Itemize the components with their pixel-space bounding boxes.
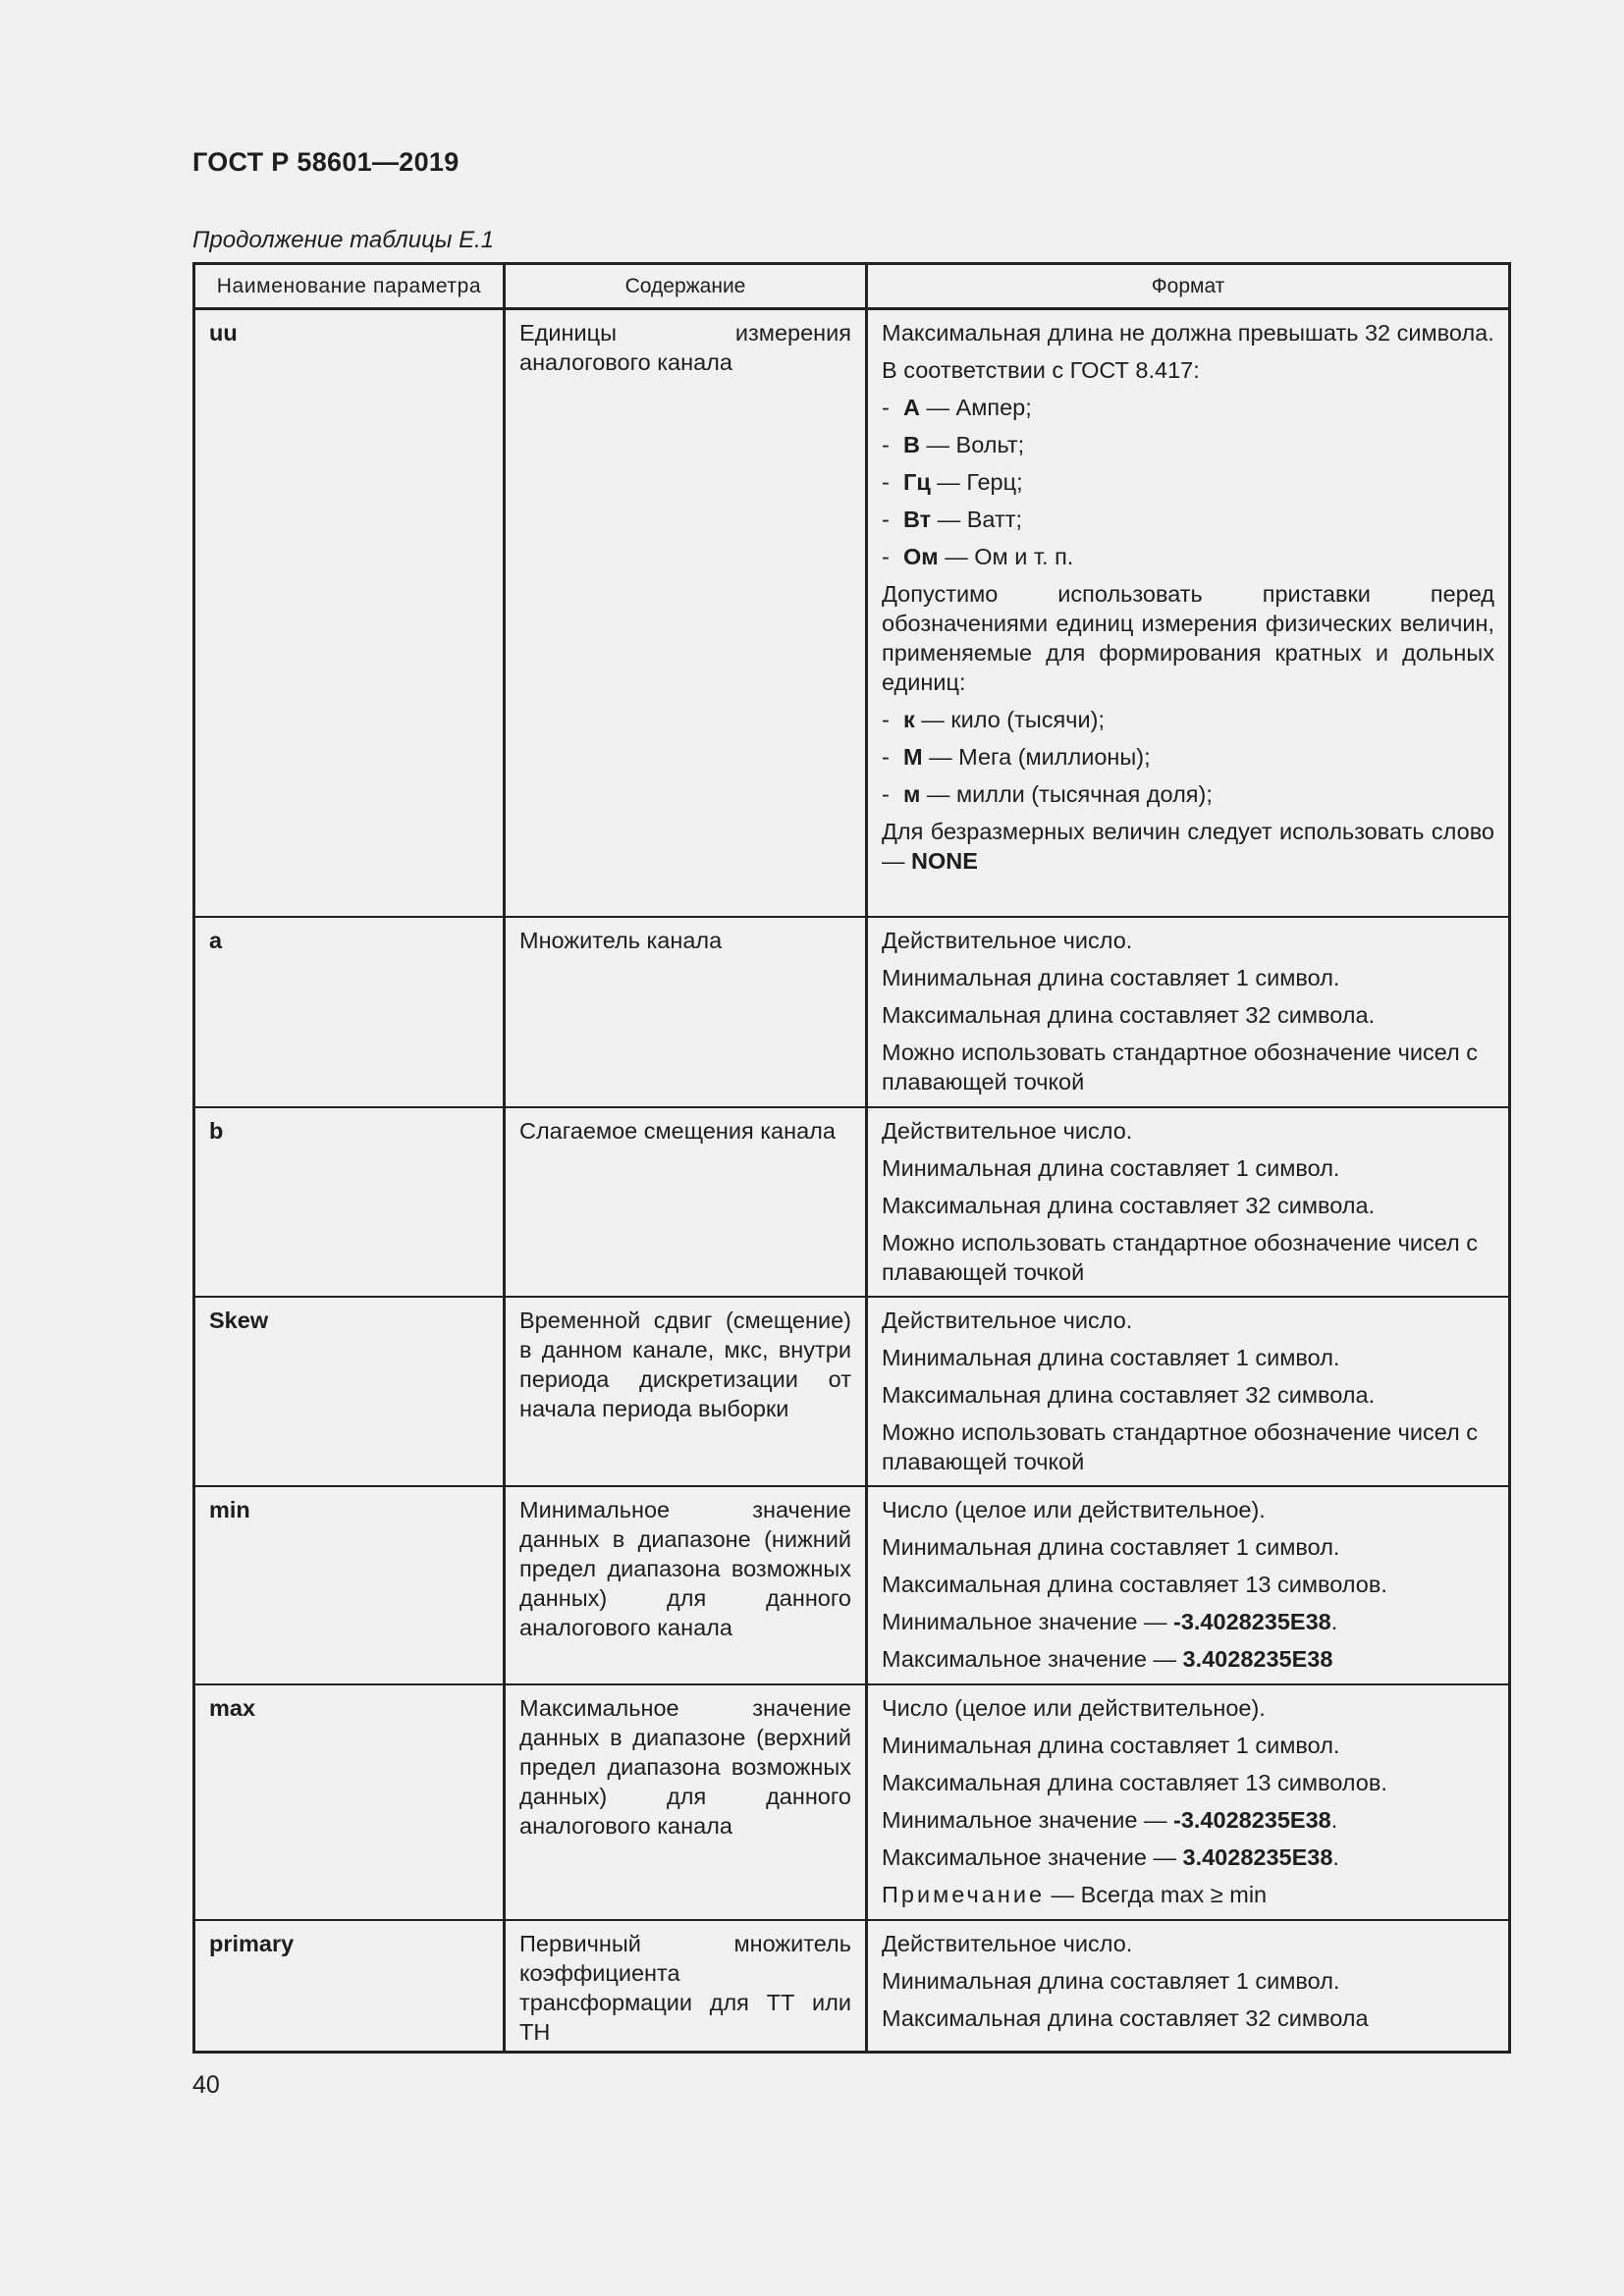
unit-list-item: - В — Вольт; bbox=[882, 432, 1025, 457]
format-line: Минимальная длина составляет 1 символ. bbox=[882, 964, 1340, 990]
unit-text: — Ом и т. п. bbox=[938, 544, 1074, 569]
format-line bbox=[882, 1805, 1494, 1835]
format-line: Максимальная длина составляет 32 символа bbox=[882, 2004, 1369, 2031]
format-line: Число (целое или действительное). bbox=[882, 1694, 1266, 1721]
column-header-content: Содержание bbox=[505, 264, 867, 309]
table-row bbox=[194, 1297, 1510, 1486]
max-value-label: Максимальное значение — bbox=[882, 1843, 1183, 1870]
table-row bbox=[194, 1486, 1510, 1684]
format-line: Максимальная длина не должна превышать 32 символа. bbox=[882, 320, 1494, 346]
prefix-text: — Мега (миллионы); bbox=[922, 744, 1151, 770]
format-line bbox=[882, 1607, 1494, 1636]
prefix-list-item: - м — милли (тысячная доля); bbox=[882, 781, 1213, 807]
param-description: Слагаемое смещения канала bbox=[505, 1107, 867, 1297]
unit-symbol: Ом bbox=[903, 544, 939, 569]
parameters-table bbox=[192, 262, 1511, 2054]
format-line: Максимальная длина составляет 32 символа. bbox=[882, 1001, 1376, 1028]
param-format bbox=[867, 1684, 1510, 1920]
table-row bbox=[194, 1107, 1510, 1297]
min-value-label: Минимальное значение — bbox=[882, 1608, 1173, 1634]
format-keyword: NONE bbox=[911, 848, 978, 874]
table-row bbox=[194, 1920, 1510, 2053]
prefix-symbol: М bbox=[903, 744, 923, 770]
format-line: Максимальная длина составляет 32 символа. bbox=[882, 1381, 1376, 1408]
unit-text: — Герц; bbox=[930, 469, 1023, 495]
format-line: Действительное число. bbox=[882, 1117, 1133, 1144]
prefix-list-item: - М — Мега (миллионы); bbox=[882, 744, 1151, 770]
prefix-symbol: к bbox=[903, 707, 915, 732]
param-name: Skew bbox=[194, 1297, 505, 1486]
param-format bbox=[867, 1920, 1510, 2053]
format-text: Для безразмерных величин следует использовать слово — bbox=[882, 819, 1494, 874]
format-line: Можно использовать стандартное обозначение чисел с плавающей точкой bbox=[882, 1039, 1479, 1095]
table-header-row bbox=[194, 264, 1510, 309]
min-value: -3.4028235E38 bbox=[1173, 1608, 1331, 1634]
prefix-list-item: - к — кило (тысячи); bbox=[882, 707, 1105, 732]
format-line: Минимальная длина составляет 1 символ. bbox=[882, 1154, 1340, 1181]
format-line bbox=[882, 1644, 1494, 1674]
format-line: Максимальная длина составляет 13 символов. bbox=[882, 1769, 1387, 1795]
unit-list-item: - А — Ампер; bbox=[882, 395, 1032, 420]
param-format bbox=[867, 309, 1510, 917]
format-line bbox=[882, 817, 1494, 876]
unit-list-item: - Ом — Ом и т. п. bbox=[882, 544, 1074, 569]
standard-title: ГОСТ Р 58601—2019 bbox=[192, 147, 460, 177]
format-line bbox=[882, 1842, 1494, 1872]
format-line: В соответствии с ГОСТ 8.417: bbox=[882, 357, 1200, 383]
note-line bbox=[882, 1880, 1494, 1909]
unit-text: — Вольт; bbox=[919, 432, 1025, 457]
format-line: Действительное число. bbox=[882, 1307, 1133, 1333]
format-line: Можно использовать стандартное обозначение чисел с плавающей точкой bbox=[882, 1229, 1479, 1285]
param-name: uu bbox=[194, 309, 505, 917]
param-format bbox=[867, 917, 1510, 1107]
format-line: Максимальная длина составляет 13 символов. bbox=[882, 1571, 1387, 1597]
unit-text: — Ампер; bbox=[919, 395, 1032, 420]
min-value-label: Минимальное значение — bbox=[882, 1806, 1173, 1833]
prefix-symbol: м bbox=[903, 781, 921, 807]
max-value: 3.4028235E38 bbox=[1182, 1645, 1333, 1672]
format-line: Число (целое или действительное). bbox=[882, 1496, 1266, 1522]
param-description: Временной сдвиг (смещение) в данном канале, мкс, внутри периода дискретизации от начала периода выборки bbox=[505, 1297, 867, 1486]
format-line: Можно использовать стандартное обозначение чисел с плавающей точкой bbox=[882, 1418, 1479, 1474]
unit-text: — Ватт; bbox=[931, 507, 1023, 532]
max-value-label: Максимальное значение — bbox=[882, 1645, 1183, 1672]
param-description: Максимальное значение данных в диапазоне (верхний предел диапазона возможных данных) для данного аналогового канала bbox=[505, 1684, 867, 1920]
max-value: 3.4028235E38 bbox=[1182, 1843, 1333, 1870]
unit-symbol: А bbox=[903, 395, 920, 420]
param-name: primary bbox=[194, 1920, 505, 2053]
page-number: 40 bbox=[192, 2071, 220, 2099]
param-description: Единицы измерения аналогового канала bbox=[505, 309, 867, 917]
table-caption: Продолжение таблицы Е.1 bbox=[192, 227, 495, 253]
format-line: Действительное число. bbox=[882, 1930, 1133, 1956]
param-name: a bbox=[194, 917, 505, 1107]
param-description: Минимальное значение данных в диапазоне (нижний предел диапазона возможных данных) для данного аналогового канала bbox=[505, 1486, 867, 1684]
unit-symbol: Гц bbox=[903, 469, 931, 495]
prefix-text: — милли (тысячная доля); bbox=[920, 781, 1213, 807]
table-row bbox=[194, 917, 1510, 1107]
column-header-name: Наименование параметра bbox=[194, 264, 505, 309]
unit-list-item: - Вт — Ватт; bbox=[882, 507, 1023, 532]
param-format bbox=[867, 1486, 1510, 1684]
table-row bbox=[194, 1684, 1510, 1920]
param-format bbox=[867, 1297, 1510, 1486]
format-line: Минимальная длина составляет 1 символ. bbox=[882, 1533, 1340, 1560]
column-header-format: Формат bbox=[867, 264, 1510, 309]
punctuation: . bbox=[1330, 1608, 1338, 1634]
format-line: Минимальная длина составляет 1 символ. bbox=[882, 1732, 1340, 1758]
param-format bbox=[867, 1107, 1510, 1297]
param-description: Первичный множитель коэффициента трансформации для ТТ или ТН bbox=[505, 1920, 867, 2053]
punctuation: . bbox=[1332, 1843, 1339, 1870]
unit-symbol: В bbox=[903, 432, 920, 457]
unit-symbol: Вт bbox=[903, 507, 932, 532]
format-line: Минимальная длина составляет 1 символ. bbox=[882, 1967, 1340, 1994]
note-text: — Всегда max ≥ min bbox=[1045, 1881, 1268, 1907]
format-line: Минимальная длина составляет 1 символ. bbox=[882, 1344, 1340, 1370]
min-value: -3.4028235E38 bbox=[1173, 1806, 1331, 1833]
format-line: Максимальная длина составляет 32 символа. bbox=[882, 1192, 1376, 1218]
param-name: min bbox=[194, 1486, 505, 1684]
format-line: Действительное число. bbox=[882, 927, 1133, 953]
unit-list-item: - Гц — Герц; bbox=[882, 469, 1023, 495]
param-description: Множитель канала bbox=[505, 917, 867, 1107]
param-name: max bbox=[194, 1684, 505, 1920]
punctuation: . bbox=[1330, 1806, 1338, 1833]
param-name: b bbox=[194, 1107, 505, 1297]
note-label: Примечание bbox=[882, 1881, 1046, 1907]
table-row bbox=[194, 309, 1510, 917]
prefix-text: — кило (тысячи); bbox=[914, 707, 1105, 732]
format-line: Допустимо использовать приставки перед обозначениями единиц измерения физических величин, применяемые для формирования кратных и дольных единиц: bbox=[882, 581, 1494, 695]
